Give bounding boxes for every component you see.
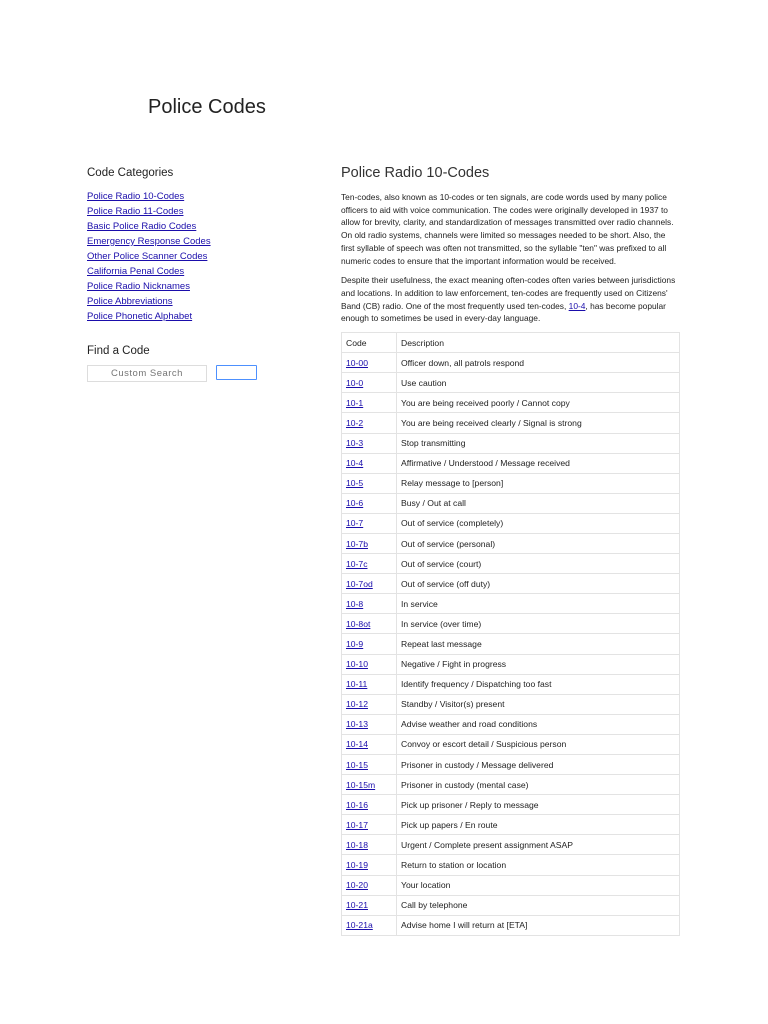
code-description: You are being received poorly / Cannot copy [397, 393, 680, 413]
code-description: Pick up papers / En route [397, 815, 680, 835]
code-description: Affirmative / Understood / Message received [397, 453, 680, 473]
code-description: Urgent / Complete present assignment ASAP [397, 835, 680, 855]
code-cell [342, 915, 397, 935]
category-link-10-codes[interactable]: Police Radio 10-Codes [87, 191, 185, 202]
code-description: Pick up prisoner / Reply to message [397, 795, 680, 815]
code-description: Prisoner in custody (mental case) [397, 775, 680, 795]
table-row [342, 614, 680, 634]
table-row [342, 714, 680, 734]
code-link[interactable]: 10-5 [346, 478, 364, 489]
table-row [342, 875, 680, 895]
sidebar [87, 167, 277, 357]
table-row [342, 413, 680, 433]
code-description: You are being received clearly / Signal is strong [397, 413, 680, 433]
code-cell [342, 775, 397, 795]
usage-text-after: , has become popular enough to sometimes be used in every-day language. [341, 300, 666, 324]
table-row [342, 734, 680, 754]
code-description: Out of service (court) [397, 554, 680, 574]
table-row [342, 493, 680, 513]
table-row [342, 353, 680, 373]
table-row [342, 835, 680, 855]
code-cell [342, 755, 397, 775]
code-link[interactable]: 10-15m [346, 779, 376, 790]
table-row [342, 574, 680, 594]
code-link[interactable]: 10-21a [346, 920, 373, 931]
code-link[interactable]: 10-8ot [346, 618, 371, 629]
table-row [342, 775, 680, 795]
code-link[interactable]: 10-19 [346, 860, 368, 871]
code-cell [342, 895, 397, 915]
table-row [342, 554, 680, 574]
code-description: In service (over time) [397, 614, 680, 634]
code-cell [342, 795, 397, 815]
code-cell [342, 493, 397, 513]
table-row [342, 594, 680, 614]
code-link[interactable]: 10-21 [346, 900, 368, 911]
codes-table [341, 332, 680, 936]
code-description: Advise weather and road conditions [397, 714, 680, 734]
code-link[interactable]: 10-7 [346, 518, 364, 529]
category-link-phonetic-alphabet[interactable]: Police Phonetic Alphabet [87, 311, 193, 322]
code-link[interactable]: 10-00 [346, 357, 368, 368]
code-link[interactable]: 10-6 [346, 498, 364, 509]
category-link-basic-codes[interactable]: Basic Police Radio Codes [87, 221, 197, 232]
code-cell [342, 734, 397, 754]
code-description: Negative / Fight in progress [397, 654, 680, 674]
usage-paragraph [341, 274, 681, 325]
inline-link-10-4[interactable]: 10-4 [568, 300, 586, 311]
code-description: Advise home I will return at [ETA] [397, 915, 680, 935]
code-cell [342, 574, 397, 594]
code-link[interactable]: 10-7od [346, 578, 373, 589]
code-link[interactable]: 10-11 [346, 679, 368, 690]
page-heading: Police Radio 10-Codes [341, 165, 490, 181]
table-row [342, 815, 680, 835]
code-description: Your location [397, 875, 680, 895]
table-row [342, 393, 680, 413]
code-link[interactable]: 10-16 [346, 799, 368, 810]
intro-paragraph: Ten-codes, also known as 10-codes or ten signals, are code words used by many police officers to aid with voice communication. The codes were originally developed in 1937 to allow for brevity, clarity, and standardization of messages transmitted over radio channels. On old radio systems, channels were limited so messages needed to be short. Also, the first syllable of speech was often not transmitted, so the syllable "ten" was prefixed to all numeric codes to ensure that the important information would be received. [341, 192, 674, 266]
code-link[interactable]: 10-15 [346, 759, 368, 770]
code-link[interactable]: 10-2 [346, 417, 364, 428]
code-link[interactable]: 10-4 [346, 458, 364, 469]
code-cell [342, 413, 397, 433]
code-cell [342, 634, 397, 654]
code-cell [342, 614, 397, 634]
column-header-code: Code [342, 333, 397, 353]
code-cell [342, 594, 397, 614]
code-link[interactable]: 10-3 [346, 438, 364, 449]
code-cell [342, 855, 397, 875]
code-description: Relay message to [person] [397, 473, 680, 493]
code-description: Convoy or escort detail / Suspicious person [397, 734, 680, 754]
code-link[interactable]: 10-7c [346, 558, 368, 569]
code-cell [342, 433, 397, 453]
category-link-penal-codes[interactable]: California Penal Codes [87, 266, 185, 277]
code-link[interactable]: 10-0 [346, 377, 364, 388]
code-description: Prisoner in custody / Message delivered [397, 755, 680, 775]
code-link[interactable]: 10-10 [346, 659, 368, 670]
code-description: Officer down, all patrols respond [397, 353, 680, 373]
code-description: Standby / Visitor(s) present [397, 694, 680, 714]
table-row [342, 855, 680, 875]
code-link[interactable]: 10-13 [346, 719, 368, 730]
code-cell [342, 373, 397, 393]
code-description: Out of service (completely) [397, 513, 680, 533]
code-link[interactable]: 10-7b [346, 538, 368, 549]
table-row [342, 674, 680, 694]
table-row [342, 654, 680, 674]
categories-heading: Code Categories [87, 167, 174, 179]
code-cell [342, 674, 397, 694]
category-link-scanner-codes[interactable]: Other Police Scanner Codes [87, 251, 208, 262]
table-row [342, 373, 680, 393]
code-cell [342, 473, 397, 493]
search-input[interactable] [87, 365, 207, 382]
code-cell [342, 513, 397, 533]
code-cell [342, 875, 397, 895]
code-description: In service [397, 594, 680, 614]
code-description: Call by telephone [397, 895, 680, 915]
category-link-abbreviations[interactable]: Police Abbreviations [87, 296, 173, 307]
code-cell [342, 353, 397, 373]
code-cell [342, 815, 397, 835]
table-row [342, 915, 680, 935]
table-row [342, 453, 680, 473]
table-row [342, 755, 680, 775]
code-cell [342, 654, 397, 674]
table-body [342, 353, 680, 936]
code-description: Use caution [397, 373, 680, 393]
code-cell [342, 694, 397, 714]
usage-text-before: Despite their usefulness, the exact meaning often-codes often varies between jurisdictions and locations. In addition to law enforcement, ten-codes are frequently used on Citizens' Band (CB) radio. One of the most frequently used ten-codes, [341, 275, 676, 311]
code-link[interactable]: 10-12 [346, 699, 368, 710]
code-cell [342, 533, 397, 553]
code-link[interactable]: 10-17 [346, 819, 368, 830]
code-description: Out of service (off duty) [397, 574, 680, 594]
code-description: Stop transmitting [397, 433, 680, 453]
code-cell [342, 554, 397, 574]
table-row [342, 433, 680, 453]
category-list [87, 187, 277, 322]
code-cell [342, 453, 397, 473]
table-row [342, 473, 680, 493]
category-link-nicknames[interactable]: Police Radio Nicknames [87, 281, 190, 292]
column-header-description: Description [397, 333, 680, 353]
code-link[interactable]: 10-9 [346, 638, 364, 649]
code-link[interactable]: 10-8 [346, 598, 364, 609]
code-link[interactable]: 10-18 [346, 839, 368, 850]
code-cell [342, 393, 397, 413]
category-link-emergency-codes[interactable]: Emergency Response Codes [87, 236, 211, 247]
table-header-row [342, 333, 680, 353]
category-link-11-codes[interactable]: Police Radio 11-Codes [87, 206, 184, 217]
code-cell [342, 835, 397, 855]
table-row [342, 513, 680, 533]
code-description: Identify frequency / Dispatching too fast [397, 674, 680, 694]
main-content [341, 165, 681, 936]
code-description: Busy / Out at call [397, 493, 680, 513]
table-row [342, 533, 680, 553]
table-row [342, 694, 680, 714]
code-description: Out of service (personal) [397, 533, 680, 553]
search-form [87, 365, 257, 382]
code-link[interactable]: 10-20 [346, 880, 368, 891]
table-row [342, 895, 680, 915]
site-title: Police Codes [148, 96, 266, 118]
code-description: Repeat last message [397, 634, 680, 654]
table-row [342, 795, 680, 815]
find-code-heading: Find a Code [87, 345, 150, 357]
code-description: Return to station or location [397, 855, 680, 875]
code-cell [342, 714, 397, 734]
table-row [342, 634, 680, 654]
search-button[interactable] [216, 365, 257, 380]
code-link[interactable]: 10-14 [346, 739, 368, 750]
code-link[interactable]: 10-1 [346, 397, 364, 408]
